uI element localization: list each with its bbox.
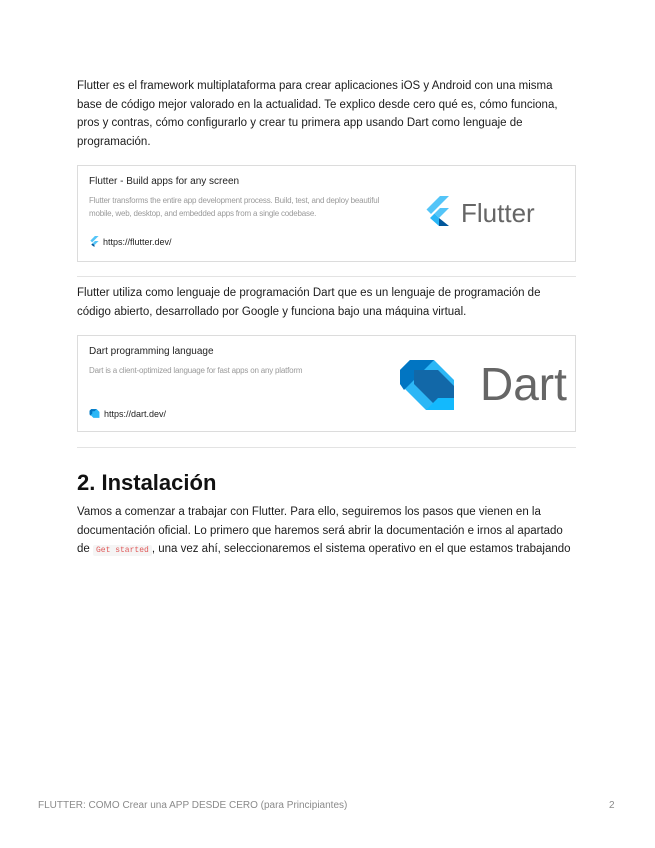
intro-paragraph: Flutter es el framework multiplataforma para crear aplicaciones iOS y Android con una misma base de código mejor valorado en la actualidad. Te explico desde cero qué es, cómo funciona, pros y contras, cómo configurarlo y crear tu primera app usando Dart como lenguaje de programación. (77, 80, 558, 148)
installation-text-after: , una vez ahí, seleccionaremos el sistema operativo en el que estamos trabajando (151, 543, 571, 555)
installation-paragraph (77, 503, 577, 561)
flutter-card-url: https://flutter.dev/ (103, 236, 172, 247)
dart-card-url: https://dart.dev/ (104, 408, 167, 419)
dart-card-description: Dart is a client-optimized language for fast apps on any platform (89, 366, 303, 375)
divider-1 (77, 276, 576, 277)
divider-2 (77, 447, 576, 448)
page-number: 2 (609, 800, 615, 811)
flutter-card-url-link[interactable] (89, 236, 172, 247)
dart-card-url-link[interactable] (89, 408, 166, 419)
flutter-logo-icon (427, 196, 450, 226)
flutter-link-card[interactable] (77, 165, 576, 262)
flutter-favicon-icon (89, 236, 99, 247)
dart-card-title: Dart programming language (89, 346, 214, 357)
flutter-card-title: Flutter - Build apps for any screen (89, 176, 240, 187)
dart-paragraph: Flutter utiliza como lenguaje de programación Dart que es un lenguaje de programación de código abierto, desarrollado por Google y funciona bajo una máquina virtual. (77, 287, 541, 318)
dart-logo (398, 354, 576, 414)
flutter-logo-text: Flutter (461, 198, 535, 228)
installation-text-before: Vamos a comenzar a trabajar con Flutter. Para ello, seguiremos los pasos que vienen en la documentación oficial. Lo primero que haremos será abrir la documentación e irnos al apartado de (77, 506, 563, 555)
flutter-card-description: Flutter transforms the entire app development process. Build, test, and deploy beautiful mobile, web, desktop, and embedded apps from a single codebase. (89, 196, 380, 218)
dart-logo-text: Dart (480, 358, 567, 410)
dart-favicon-icon (89, 408, 100, 419)
flutter-logo (423, 192, 548, 232)
get-started-code: Get started (93, 545, 152, 556)
dart-logo-icon (400, 360, 454, 410)
footer-title: FLUTTER: COMO Crear una APP DESDE CERO (para Principiantes) (38, 800, 348, 811)
dart-link-card[interactable] (77, 335, 576, 432)
section-heading: 2. Instalación (77, 470, 217, 495)
